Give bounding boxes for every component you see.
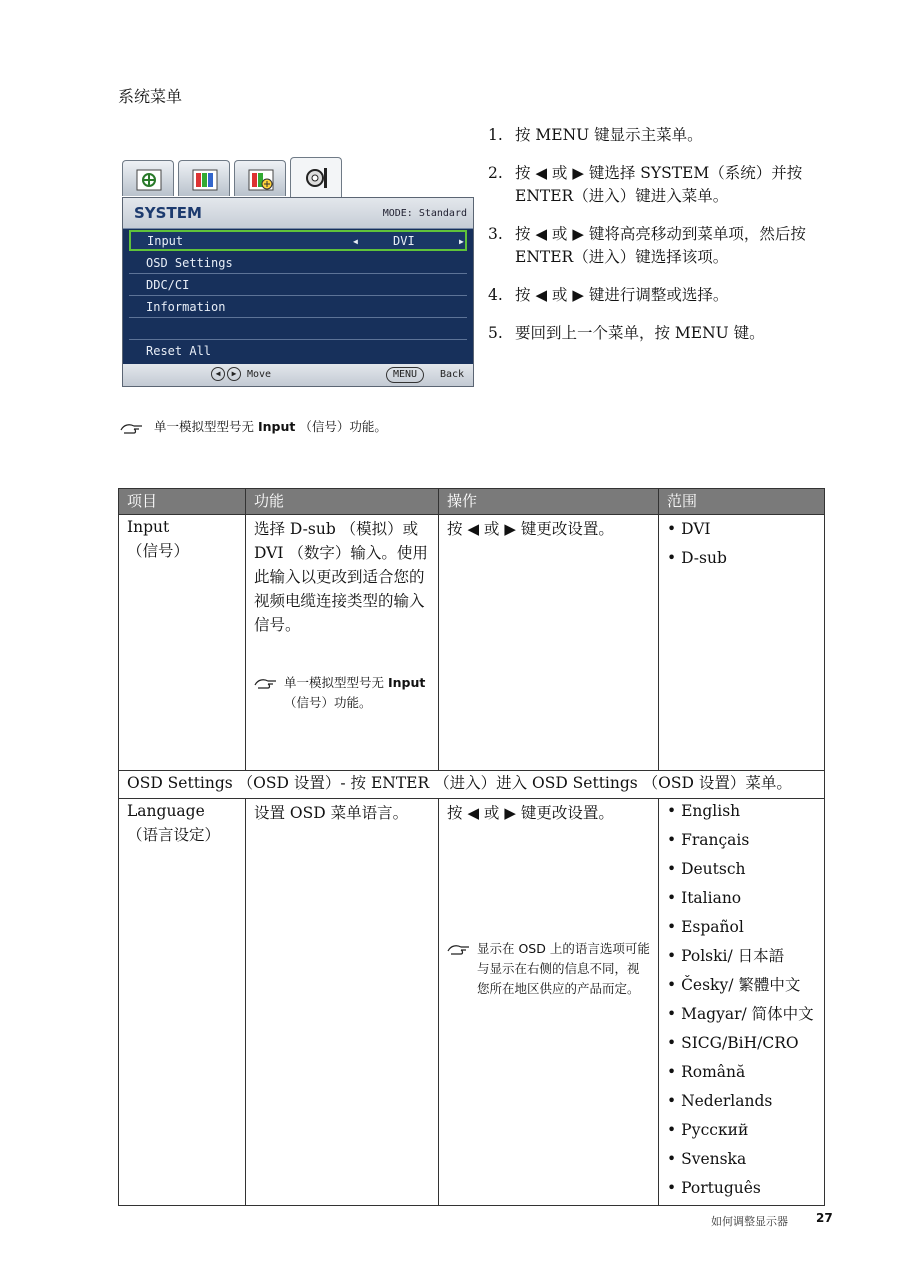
- range-option: • Português: [667, 1179, 761, 1197]
- range-option: • Italiano: [667, 889, 742, 907]
- note-single-analog: [120, 417, 387, 435]
- function-text: 选择 D-sub （模拟）或 DVI （数字）输入。使用此输入以更改到适合您的视频电缆连接类型的输入信号。: [254, 520, 428, 634]
- nav-right-icon: ▶: [227, 367, 241, 381]
- section-title: 系统菜单: [118, 87, 183, 106]
- osd-back-label: Back: [440, 369, 465, 380]
- header-item: 项目: [119, 489, 246, 515]
- left-triangle-icon: ◀: [467, 520, 479, 538]
- osd-menu-key: MENU: [386, 367, 424, 383]
- item-name: Language: [127, 802, 205, 820]
- osd-tab-picture-advanced: [234, 160, 286, 196]
- right-triangle-icon: ▶: [572, 164, 584, 182]
- right-triangle-icon: ▶: [572, 225, 584, 243]
- step-5: [488, 322, 833, 345]
- step-text: 按: [515, 286, 536, 304]
- nav-left-icon: ◀: [211, 367, 225, 381]
- range-option: • Español: [667, 918, 744, 936]
- step-text: 按: [515, 225, 536, 243]
- note-text: 单一模拟型型号无: [284, 675, 388, 690]
- range-option: • English: [667, 802, 741, 820]
- page-number: 27: [816, 1211, 833, 1225]
- step-3: [488, 223, 833, 269]
- step-text: 或: [546, 225, 573, 243]
- note-bold: Input: [387, 675, 426, 690]
- table-header-row: [119, 489, 825, 515]
- cell-range: [659, 515, 825, 771]
- range-option: • Deutsch: [667, 860, 746, 878]
- right-triangle-icon: ▶: [572, 286, 584, 304]
- op-text: 键更改设置。: [515, 520, 614, 538]
- cell-item: [119, 799, 246, 1206]
- step-1: [488, 124, 833, 147]
- cell-operation: [439, 515, 659, 771]
- arrow-right-icon: ▶: [459, 237, 464, 246]
- arrow-left-icon: ◀: [353, 237, 358, 246]
- osd-mode-label: MODE: Standard: [382, 208, 467, 219]
- op-text: 按: [447, 520, 468, 538]
- system-gear-icon: [304, 166, 330, 190]
- instruction-steps: [488, 124, 833, 360]
- osd-tab-system: [290, 157, 342, 198]
- op-text: 或: [478, 804, 505, 822]
- pointing-hand-icon: [447, 942, 471, 956]
- step-number: 3.: [488, 225, 503, 243]
- range-option: • Polski/ 日本語: [667, 947, 785, 965]
- range-option: • Română: [667, 1063, 746, 1081]
- osd-item-label: Input: [147, 234, 184, 248]
- footer-chapter: 如何调整显示器: [711, 1215, 788, 1228]
- display-icon: [136, 169, 162, 191]
- function-text: 设置 OSD 菜单语言。: [254, 804, 409, 822]
- range-option: • Magyar/ 简体中文: [667, 1005, 814, 1023]
- left-triangle-icon: ◀: [535, 225, 547, 243]
- table-row-osd-settings: [119, 771, 825, 799]
- step-text: 键将高亮移动到菜单项，然后按 ENTER（进入）键选择该项。: [515, 225, 806, 266]
- picture-icon: [192, 169, 218, 191]
- osd-item-blank: [129, 319, 467, 340]
- cell-function: [246, 799, 439, 1206]
- osd-menu-list: [123, 229, 473, 364]
- osd-tab-display: [122, 160, 174, 196]
- op-text: 或: [478, 520, 505, 538]
- osd-item-label: OSD Settings: [146, 256, 233, 270]
- header-operation: 操作: [439, 489, 659, 515]
- osd-move-label: Move: [247, 369, 272, 380]
- range-option: • Česky/ 繁體中文: [667, 976, 801, 994]
- item-name-cn: （语言设定）: [127, 826, 221, 844]
- step-text: 或: [546, 164, 573, 182]
- right-triangle-icon: ▶: [504, 804, 516, 822]
- osd-item-information: [129, 297, 467, 318]
- header-function: 功能: [246, 489, 439, 515]
- step-text: 要回到上一个菜单，按 MENU 键。: [515, 324, 765, 342]
- cell-item: [119, 515, 246, 771]
- range-option: • Русский: [667, 1121, 749, 1139]
- note-text: 显示在 OSD 上的语言选项可能与显示在右侧的信息不同，视您所在地区供应的产品而定。: [477, 941, 650, 996]
- step-number: 4.: [488, 286, 503, 304]
- item-name-cn: （信号）: [127, 542, 190, 560]
- osd-footer: [123, 364, 473, 386]
- step-text: 按 MENU 键显示主菜单。: [515, 126, 703, 144]
- osd-item-osd-settings: [129, 253, 467, 274]
- table-row-language: [119, 799, 825, 1206]
- cell-note: [447, 939, 650, 999]
- osd-item-reset-all: [129, 341, 467, 362]
- step-2: [488, 162, 833, 208]
- osd-item-label: Information: [146, 300, 226, 314]
- osd-menu-title: SYSTEM: [134, 204, 202, 222]
- picture-advanced-icon: [248, 169, 274, 191]
- range-option: • SICG/BiH/CRO: [667, 1034, 799, 1052]
- cell-operation: [439, 799, 659, 1206]
- step-number: 2.: [488, 164, 503, 182]
- step-text: 键选择 SYSTEM（系统）并按 ENTER（进入）键进入菜单。: [515, 164, 803, 205]
- cell-osd-settings: OSD Settings （OSD 设置）- 按 ENTER （进入）进入 OSD Settings （OSD 设置）菜单。: [119, 771, 825, 799]
- osd-item-ddc-ci: [129, 275, 467, 296]
- range-option: • Nederlands: [667, 1092, 773, 1110]
- step-4: [488, 284, 833, 307]
- item-name: Input: [127, 518, 170, 536]
- osd-item-input: [129, 230, 467, 251]
- osd-item-label: Reset All: [146, 344, 212, 358]
- op-text: 键更改设置。: [515, 804, 614, 822]
- header-range: 范围: [659, 489, 825, 515]
- range-option: • D-sub: [667, 549, 727, 567]
- range-option: • Français: [667, 831, 750, 849]
- step-text: 或: [546, 286, 573, 304]
- osd-tab-bar: [122, 157, 474, 197]
- cell-range: [659, 799, 825, 1206]
- cell-function: [246, 515, 439, 771]
- left-triangle-icon: ◀: [535, 286, 547, 304]
- op-text: 按: [447, 804, 468, 822]
- right-triangle-icon: ▶: [504, 520, 516, 538]
- osd-screenshot: [122, 157, 474, 387]
- left-triangle-icon: ◀: [467, 804, 479, 822]
- range-option: • DVI: [667, 520, 711, 538]
- note-text: （信号）功能。: [284, 695, 372, 710]
- settings-table: [118, 488, 825, 1206]
- pointing-hand-icon: [120, 421, 144, 435]
- osd-tab-picture: [178, 160, 230, 196]
- table-row-input: [119, 515, 825, 771]
- pointing-hand-icon: [254, 676, 278, 690]
- range-option: • Svenska: [667, 1150, 747, 1168]
- note-text: （信号）功能。: [295, 419, 387, 434]
- step-text: 键进行调整或选择。: [583, 286, 729, 304]
- note-bold: Input: [257, 419, 296, 434]
- osd-header: [123, 198, 473, 228]
- step-number: 1.: [488, 126, 503, 144]
- cell-note: [254, 673, 430, 713]
- step-number: 5.: [488, 324, 503, 342]
- note-text: 单一模拟型型号无: [153, 419, 258, 434]
- step-text: 按: [515, 164, 536, 182]
- osd-item-label: DDC/CI: [146, 278, 190, 292]
- osd-input-value: DVI: [393, 234, 415, 248]
- left-triangle-icon: ◀: [535, 164, 547, 182]
- osd-panel: [122, 197, 474, 387]
